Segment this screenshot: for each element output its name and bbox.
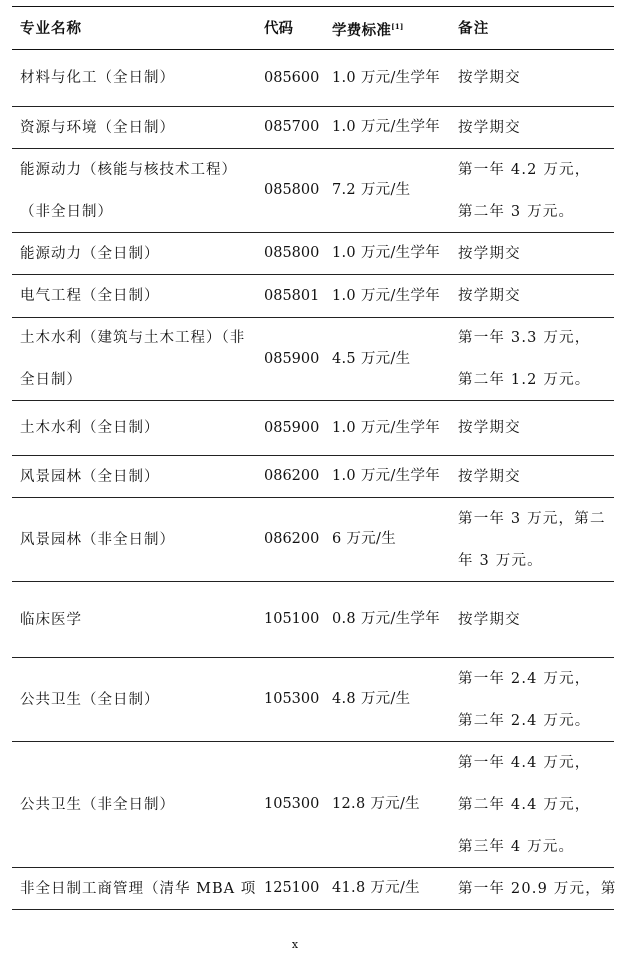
major-note: 第一年 2.4 万元，第二年 2.4 万元。 (458, 670, 591, 729)
major-name: 公共卫生（全日制） (20, 691, 160, 708)
page-footer-mark: x (291, 938, 299, 951)
major-fee: 0.8 万元/生学年 (332, 611, 441, 627)
major-name: 风景园林（全日制） (20, 468, 160, 485)
major-note: 第一年 4.4 万元，第二年 4.4 万元，第三年 4 万元。 (458, 754, 591, 855)
major-code: 085801 (264, 287, 320, 304)
major-note: 第一年 4.2 万元，第二年 3 万元。 (458, 161, 591, 220)
major-name: 土木水利（建筑与土木工程）（非全日制） (20, 330, 246, 388)
major-code: 086200 (264, 468, 320, 484)
header-code: 代码 (264, 19, 293, 37)
major-name: 非全日制工商管理（清华 MBA 项 (20, 880, 257, 897)
table-row (12, 107, 614, 149)
header-fee-label: 学费标准 (332, 21, 392, 39)
major-name: 资源与环境（全日制） (20, 119, 175, 136)
major-note: 第一年 3.3 万元，第二年 1.2 万元。 (458, 330, 591, 388)
major-fee: 7.2 万元/生 (332, 182, 411, 198)
major-code: 085900 (264, 350, 320, 367)
major-code: 125100 (264, 880, 320, 896)
major-code: 086200 (264, 531, 320, 547)
major-code: 085900 (264, 419, 320, 436)
major-note: 按学期交 (458, 468, 521, 485)
major-fee: 1.0 万元/生学年 (332, 419, 441, 436)
major-fee: 1.0 万元/生学年 (332, 287, 441, 304)
major-name: 公共卫生（非全日制） (20, 796, 175, 813)
table-row (12, 275, 614, 318)
major-fee: 12.8 万元/生 (332, 796, 420, 812)
table-row (12, 50, 614, 107)
major-name: 电气工程（全日制） (20, 288, 160, 304)
major-code: 085600 (264, 69, 320, 86)
major-name: 土木水利（全日制） (20, 420, 160, 436)
table-header-row (12, 7, 614, 50)
major-code: 105100 (264, 611, 320, 627)
major-note: 按学期交 (458, 245, 521, 262)
table-row (12, 233, 614, 275)
major-code: 105300 (264, 691, 320, 707)
major-name: 风景园林（非全日制） (20, 531, 175, 548)
major-name: 能源动力（全日制） (20, 245, 160, 262)
major-note: 按学期交 (458, 420, 521, 436)
major-note: 按学期交 (458, 70, 521, 86)
major-note: 按学期交 (458, 119, 521, 136)
major-fee: 1.0 万元/生学年 (332, 245, 441, 261)
major-code: 085800 (264, 182, 320, 198)
major-name: 临床医学 (20, 611, 82, 628)
major-fee: 1.0 万元/生学年 (332, 69, 441, 86)
major-fee: 4.5 万元/生 (332, 350, 411, 367)
header-note: 备注 (458, 19, 490, 37)
table-row (12, 868, 617, 910)
header-fee-footnote: [1] (391, 21, 404, 31)
major-note: 第一年 3 万元，第二年 3 万元。 (458, 510, 606, 569)
header-fee (328, 16, 454, 41)
header-name: 专业名称 (20, 19, 82, 37)
major-name: 能源动力（核能与核技术工程）（非全日制） (20, 161, 237, 220)
tuition-table (12, 6, 617, 910)
table-row (12, 582, 614, 658)
major-code: 085800 (264, 245, 320, 261)
major-code: 105300 (264, 796, 320, 812)
major-fee: 1.0 万元/生学年 (332, 468, 441, 484)
major-fee: 4.8 万元/生 (332, 691, 411, 707)
major-name: 材料与化工（全日制） (20, 70, 175, 86)
table-row (12, 401, 614, 456)
major-note: 按学期交 (458, 288, 521, 304)
major-fee: 6 万元/生 (332, 531, 397, 547)
major-fee: 41.8 万元/生 (332, 880, 420, 896)
table-row (12, 498, 614, 582)
table-row (12, 658, 614, 742)
major-note: 第一年 20.9 万元，第 (458, 880, 617, 897)
major-note: 按学期交 (458, 611, 521, 628)
major-code: 085700 (264, 119, 320, 135)
table-row (12, 742, 614, 868)
table-row (12, 456, 614, 498)
major-fee: 1.0 万元/生学年 (332, 119, 441, 135)
table-row (12, 318, 614, 401)
table-row (12, 149, 614, 233)
